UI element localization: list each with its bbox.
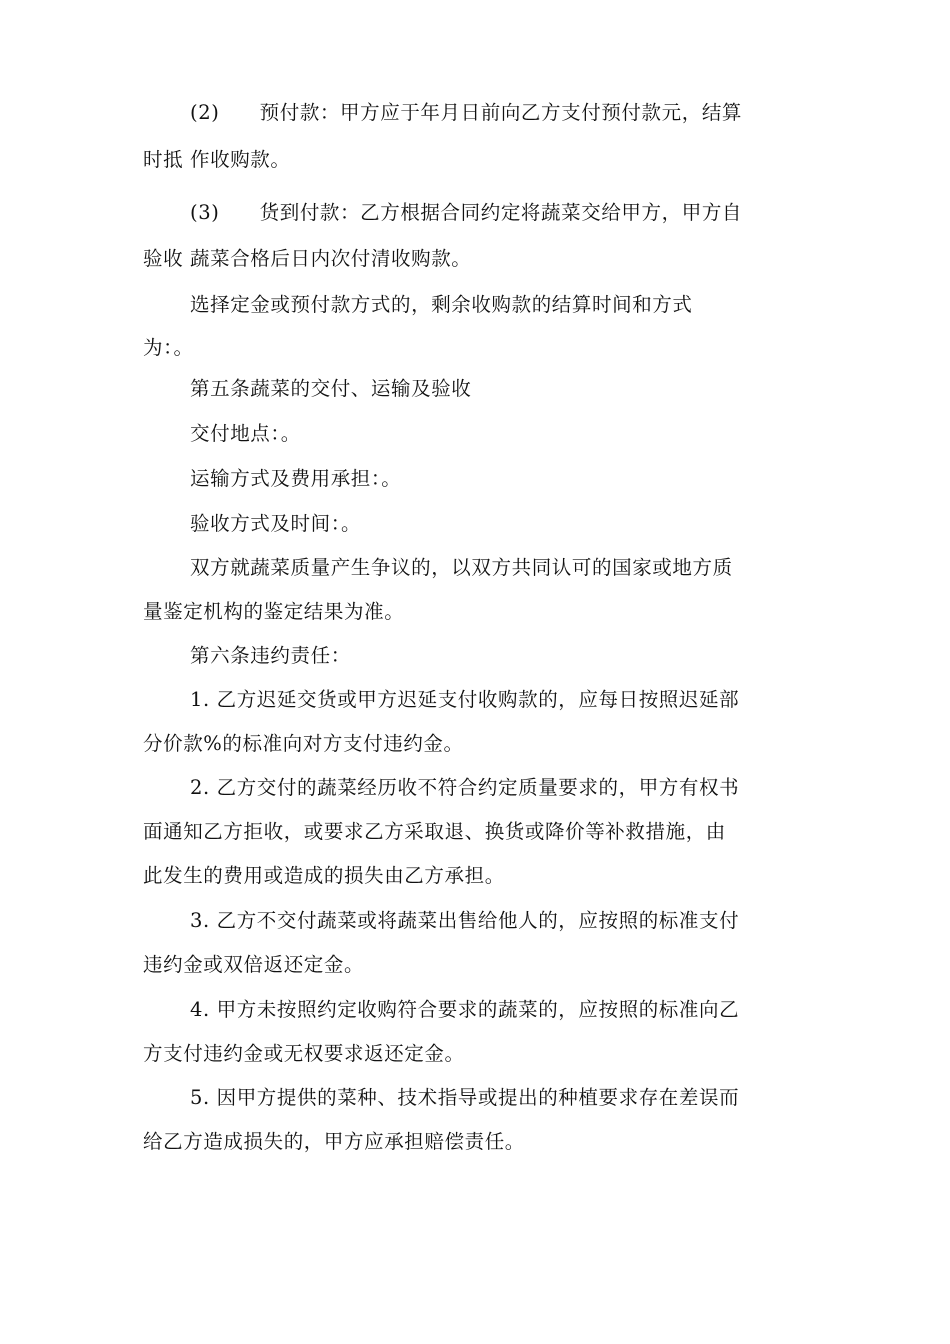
text-line-6: 为：。 bbox=[143, 336, 194, 359]
text-line-24: 给乙方造成损失的，甲方应承担赔偿责任。 bbox=[143, 1130, 525, 1153]
section-heading-5: 第五条蔬菜的交付、运输及验收 bbox=[190, 377, 472, 400]
text-line-20: 违约金或双倍返还定金。 bbox=[143, 953, 365, 976]
text-line-14: 1. 乙方迟延交货或甲方迟延支付收购款的，应每日按照迟延部 bbox=[190, 688, 740, 711]
text-line-5: 选择定金或预付款方式的，剩余收购款的结算时间和方式 bbox=[190, 293, 693, 316]
text-line-15: 分价款%的标准向对方支付违约金。 bbox=[143, 732, 464, 755]
text-line-11: 双方就蔬菜质量产生争议的，以双方共同认可的国家或地方质 bbox=[190, 556, 733, 579]
text-line-1: (2) 预付款：甲方应于年月日前向乙方支付预付款元，结算 bbox=[190, 101, 743, 124]
text-line-4: 验收 蔬菜合格后日内次付清收购款。 bbox=[143, 247, 472, 270]
text-line-9: 运输方式及费用承担：。 bbox=[190, 467, 402, 490]
text-line-16: 2. 乙方交付的蔬菜经历收不符合约定质量要求的，甲方有权书 bbox=[190, 776, 740, 799]
text-line-17: 面通知乙方拒收，或要求乙方采取退、换货或降价等补救措施，由 bbox=[143, 820, 726, 843]
text-line-2: 时抵 作收购款。 bbox=[143, 148, 291, 171]
text-line-21: 4. 甲方未按照约定收购符合要求的蔬菜的，应按照的标准向乙 bbox=[190, 998, 740, 1021]
text-line-19: 3. 乙方不交付蔬菜或将蔬菜出售给他人的，应按照的标准支付 bbox=[190, 909, 740, 932]
text-line-22: 方支付违约金或无权要求返还定金。 bbox=[143, 1042, 465, 1065]
text-line-18: 此发生的费用或造成的损失由乙方承担。 bbox=[143, 864, 505, 887]
text-line-10: 验收方式及时间：。 bbox=[190, 512, 362, 535]
text-line-12: 量鉴定机构的鉴定结果为准。 bbox=[143, 600, 405, 623]
text-line-23: 5. 因甲方提供的菜种、技术指导或提出的种植要求存在差误而 bbox=[190, 1086, 740, 1109]
text-line-8: 交付地点：。 bbox=[190, 422, 301, 445]
text-line-3: (3) 货到付款：乙方根据合同约定将蔬菜交给甲方，甲方自 bbox=[190, 201, 743, 224]
section-heading-6: 第六条违约责任： bbox=[190, 644, 351, 667]
